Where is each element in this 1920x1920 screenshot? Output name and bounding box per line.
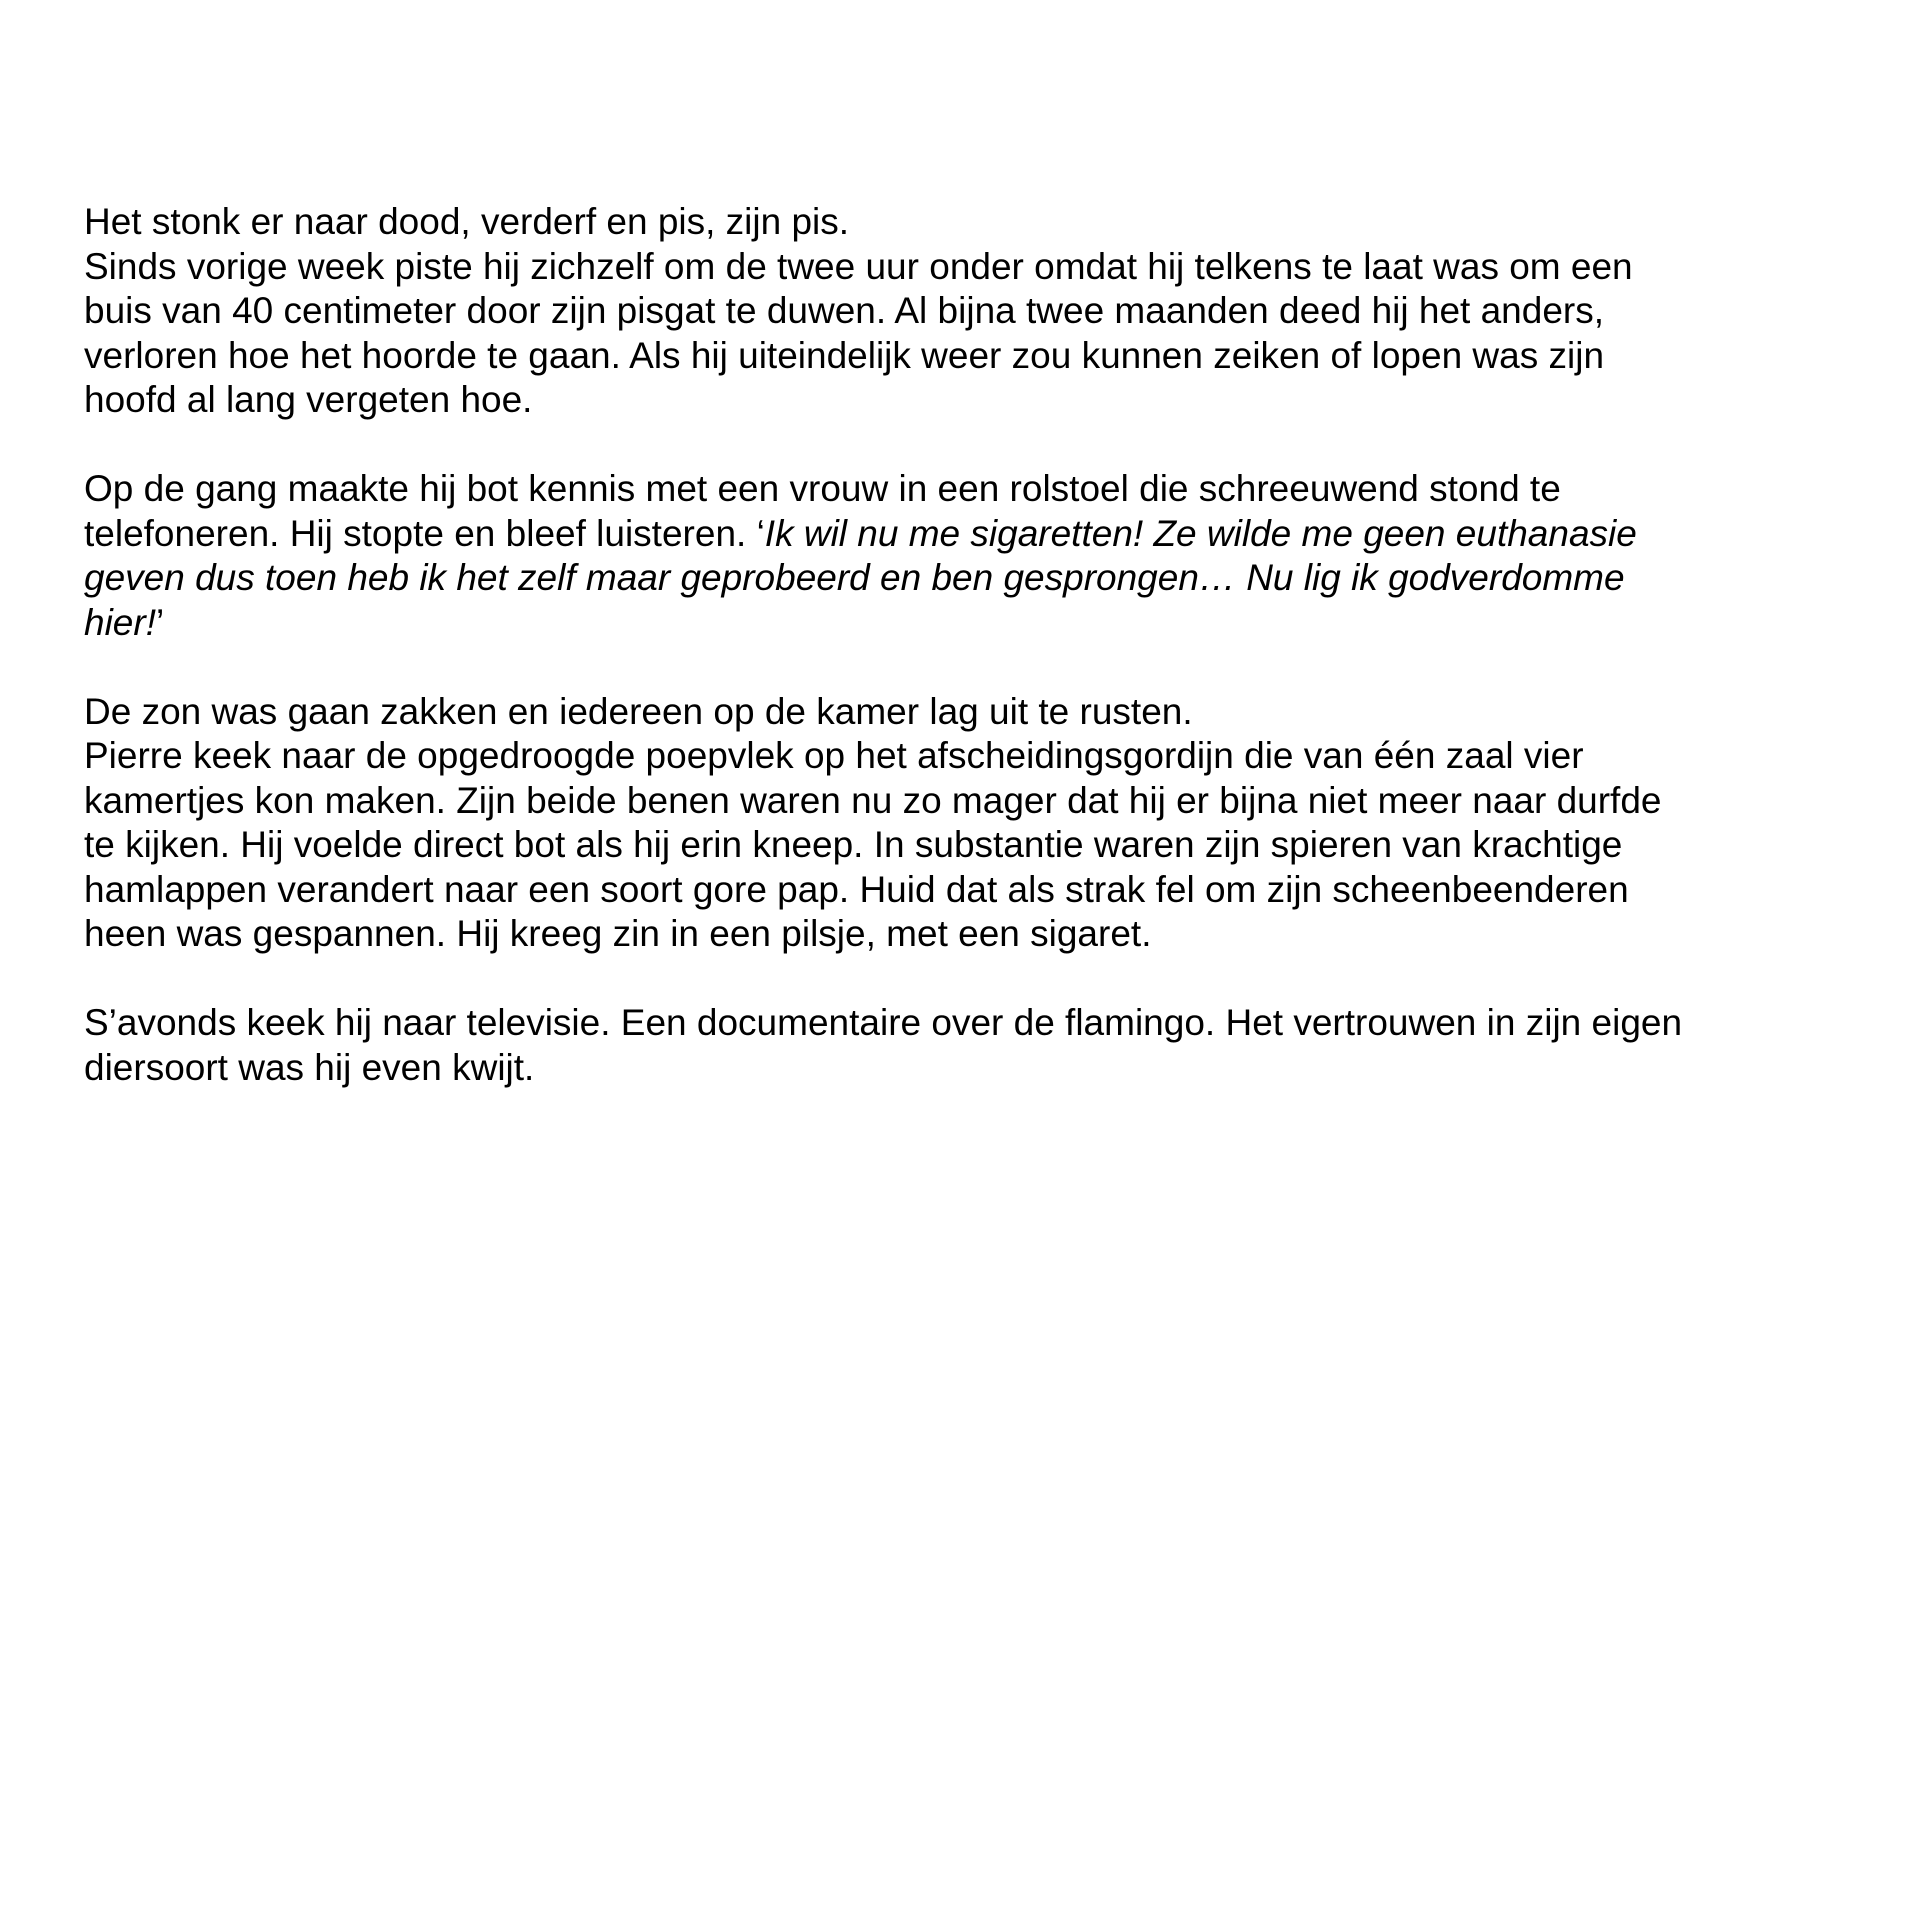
paragraph-3 (84, 690, 1864, 957)
paragraph-2 (84, 467, 1864, 645)
text-line: Sinds vorige week piste hij zichzelf om de twee uur onder omdat hij telkens te laat was om een (84, 245, 1633, 287)
text-line: buis van 40 centimeter door zijn pisgat te duwen. Al bijna twee maanden deed hij het anders, (84, 290, 1605, 331)
paragraph-1 (84, 200, 1864, 423)
text-line-mixed (84, 512, 1864, 557)
quoted-speech-line: geven dus toen heb ik het zelf maar geprobeerd en ben gesprongen… Nu lig ik godverdomme (84, 557, 1625, 598)
text-line: te kijken. Hij voelde direct bot als hij erin kneep. In substantie waren zijn spieren van krachtige (84, 824, 1623, 865)
quoted-speech: hier! (84, 601, 156, 643)
text-line: Pierre keek naar de opgedroogde poepvlek op het afscheidingsgordijn die van één zaal vier (84, 735, 1584, 776)
text-line: hoofd al lang vergeten hoe. (84, 379, 533, 420)
text-line: kamertjes kon maken. Zijn beide benen waren nu zo mager dat hij er bijna niet meer naar durfde (84, 779, 1662, 821)
text-line: diersoort was hij even kwijt. (84, 1046, 535, 1088)
paragraph-4 (84, 1001, 1864, 1090)
document-page (84, 200, 1864, 1090)
text-line: De zon was gaan zakken en iedereen op de kamer lag uit te rusten. (84, 690, 1193, 732)
text-line: verloren hoe het hoorde te gaan. Als hij uiteindelijk weer zou kunnen zeiken of lopen was zijn (84, 334, 1605, 376)
text-line: S’avonds keek hij naar televisie. Een documentaire over de flamingo. Het vertrouwen in zijn eigen (84, 1002, 1683, 1043)
text-line-mixed (84, 601, 1864, 646)
quoted-speech: Ik wil nu me sigaretten! Ze wilde me geen euthanasie (764, 512, 1637, 554)
paragraph-spacer (84, 423, 1864, 468)
text-line: hamlappen verandert naar een soort gore pap. Huid dat als strak fel om zijn scheenbeenderen (84, 868, 1629, 910)
text-line: Het stonk er naar dood, verderf en pis, zijn pis. (84, 201, 850, 242)
paragraph-spacer (84, 645, 1864, 690)
plain-text: telefoneren. Hij stopte en bleef luisteren. ‘ (84, 512, 765, 554)
closing-quote: ’ (155, 601, 165, 643)
paragraph-spacer (84, 957, 1864, 1002)
text-line: heen was gespannen. Hij kreeg zin in een pilsje, met een sigaret. (84, 913, 1152, 954)
text-line: Op de gang maakte hij bot kennis met een vrouw in een rolstoel die schreeuwend stond te (84, 468, 1561, 509)
